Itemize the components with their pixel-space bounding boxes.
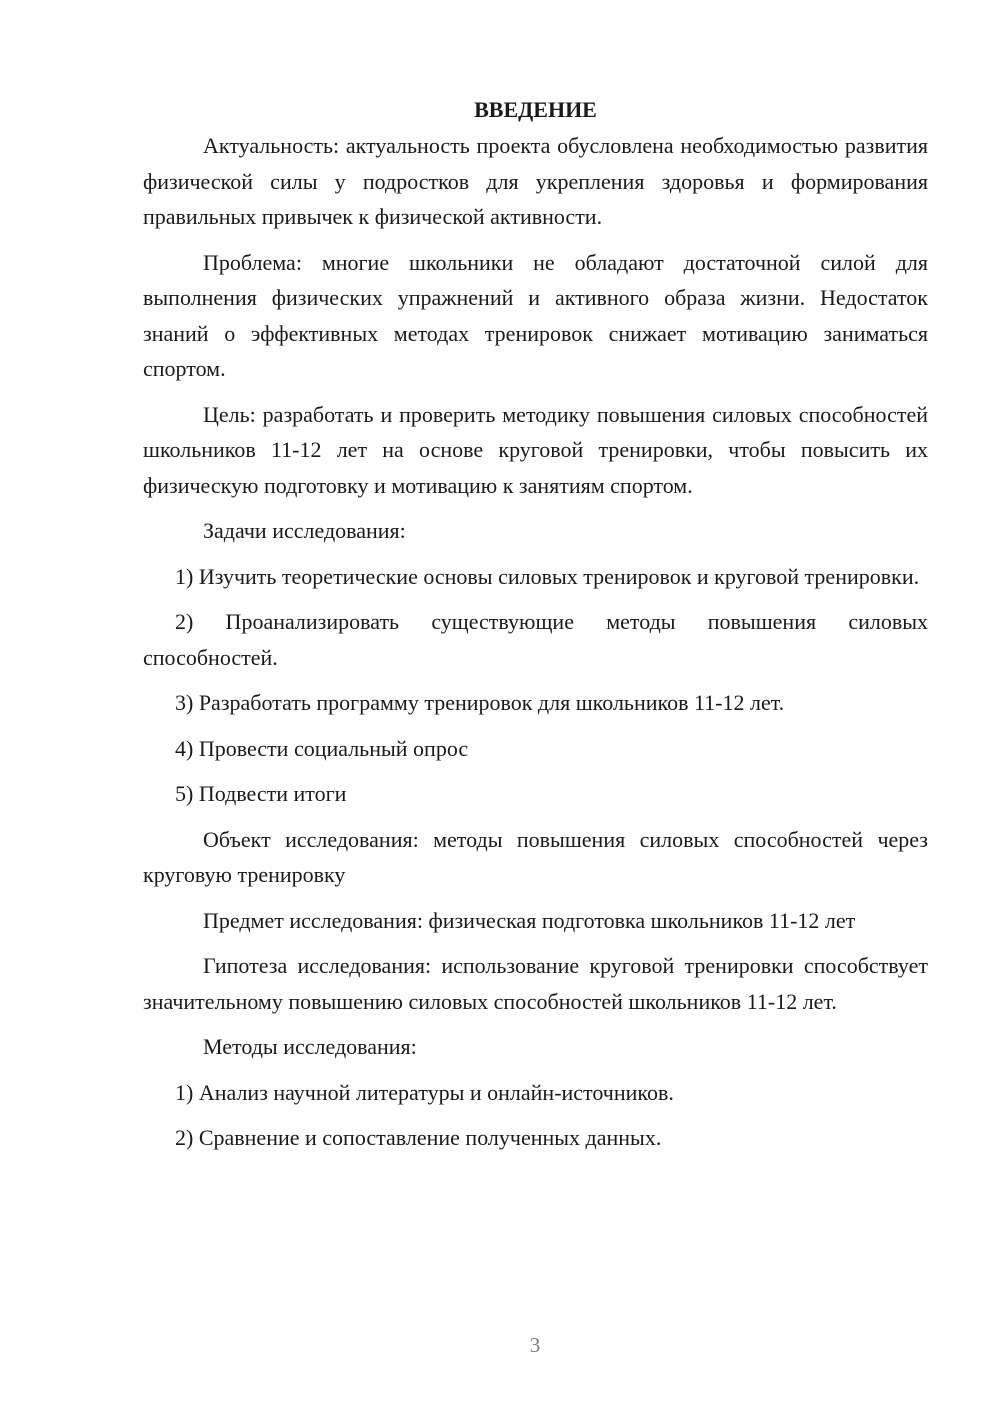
task-item: 3) Разработать программу тренировок для школьников 11-12 лет. — [175, 690, 785, 715]
paragraph-methods-heading: Методы исследования: — [203, 1034, 417, 1059]
paragraph-goal: Цель: разработать и проверить методику повышения силовых способностей школьников 11-12 лет на основе круговой тренировки, чтобы повысить их физическую подготовку и мотивацию к занятиям спортом. — [143, 401, 928, 498]
method-item: 1) Анализ научной литературы и онлайн-источников. — [175, 1079, 674, 1105]
paragraph-hypothesis: Гипотеза исследования: использование круговой тренировки способствует значительному повышению силовых способностей школьников 11-12 лет. — [143, 953, 928, 1014]
task-item: 2) Проанализировать существующие методы повышения силовых способностей. — [143, 609, 928, 670]
paragraph-problem: Проблема: многие школьники не обладают достаточной силой для выполнения физических упражнений и активного образа жизни. Недостаток знаний о эффективных методах тренировок снижает мотивацию заниматься спортом. — [143, 249, 928, 381]
paragraph-object: Объект исследования: методы повышения силовых способностей через круговую тренировку — [143, 826, 928, 887]
task-item: 1) Изучить теоретические основы силовых тренировок и круговой тренировки. — [175, 563, 920, 589]
page-number: 3 — [529, 1333, 541, 1357]
method-item: 2) Сравнение и сопоставление полученных данных. — [175, 1125, 662, 1150]
task-item: 4) Провести социальный опрос — [175, 735, 469, 761]
document-page — [143, 92, 928, 1166]
paragraph-tasks-heading: Задачи исследования: — [203, 518, 406, 543]
task-item: 5) Подвести итоги — [175, 781, 347, 806]
paragraph-relevance: Актуальность: актуальность проекта обусловлена необходимостью развития физической силы у подростков для укрепления здоровья и формирования правильных привычек к физической активности. — [143, 133, 928, 229]
paragraph-subject: Предмет исследования: физическая подготовка школьников 11-12 лет — [203, 907, 856, 933]
section-title: ВВЕДЕНИЕ — [474, 97, 597, 122]
